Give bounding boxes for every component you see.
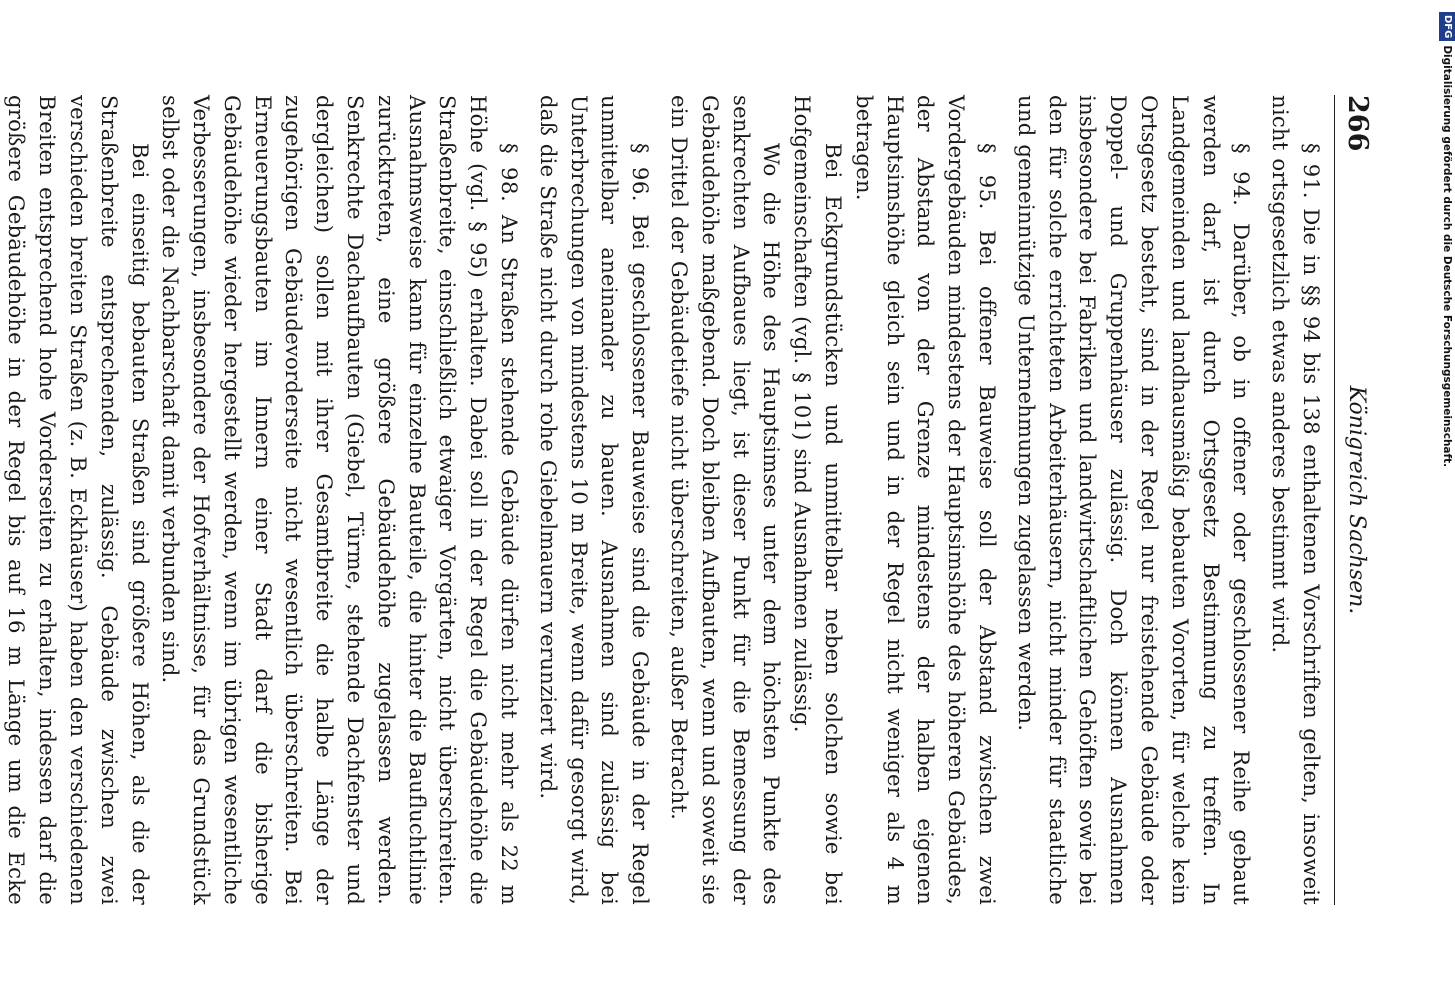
section-number: § 94. bbox=[1229, 143, 1255, 207]
paragraph-s98 bbox=[155, 95, 525, 905]
paragraph-s96 bbox=[532, 95, 655, 905]
section-number: § 95. bbox=[975, 143, 1001, 210]
section-number: § 96. bbox=[628, 143, 654, 203]
paragraph-text: Bei offener Bauweise soll der Abstand zwischen zwei Vordergebäuden mindestens der Hauptsimshöhe des höheren Gebäudes, der Abstand von der Grenze mindestens der halben eigenen Hauptsimshöhe gleich sein und in der Regel nicht weniger als 4 m betragen. bbox=[851, 95, 1001, 905]
paragraph-text: Bei einseitig bebauten Straßen sind größere Höhen, als die der Straßenbreite entsprechenden, zulässig. Gebäude zwischen zwei verschieden breiten Straßen (z. B. Eckhäuser) haben den verschiedenen Breiten entsprechend hohe Vorderseiten zu erhalten, indessen darf die größere Gebäudehöhe in der Regel bis auf 16 m Länge um die Ecke bbox=[4, 95, 153, 905]
paragraph-s91 bbox=[1264, 95, 1326, 905]
credit-text: Digitalisierung gefördert durch die Deutsche Forschungsgemeinschaft. bbox=[1441, 45, 1453, 468]
section-number: § 91. bbox=[1299, 143, 1324, 199]
paragraph-s95 bbox=[848, 95, 1002, 905]
page-number: 266 bbox=[1342, 95, 1373, 152]
section-number: § 98. bbox=[497, 143, 523, 203]
body-text bbox=[0, 95, 1326, 905]
paragraph-text: Die in §§ 94 bis 138 enthaltenen Vorschriften gelten, insoweit nicht ortsgesetzlich etwas anderes bestimmt wird. bbox=[1268, 95, 1324, 905]
paragraph-text: Bei Eckgrundstücken und unmittelbar neben solchen sowie bei Hofgemeinschaften (vgl. § 101) sind Ausnahmen zulässig. bbox=[790, 95, 847, 905]
dfg-logo-icon: DFG bbox=[1439, 12, 1455, 41]
paragraph-text: Bei geschlossener Bauweise sind die Gebäude in der Regel unmittelbar aneinander zu bauen. Ausnahmen sind zulässig bei Unterbrechungen von mindestens 10 m Breite, wenn dafür gesorgt wird, daß die Straße nicht durch rohe Giebelmauern verunziert wird. bbox=[535, 95, 654, 906]
running-head: Königreich Sachsen. bbox=[1344, 385, 1369, 615]
paragraph-s94 bbox=[1010, 95, 1256, 905]
paragraph-s95-corner-lots bbox=[786, 95, 848, 905]
paragraph-text: An Straßen stehende Gebäude dürfen nicht mehr als 22 m Höhe (vgl. § 95) erhalten. Dabei soll in der Regel die Gebäudehöhe die Straßenbreite, einschließlich etwaiger Vorgärten, nicht überschreiten. Ausnahmsweise kann für einzelne Bauteile, die hinter die Baufluchtlinie zurücktreten, eine größere Gebäudehöhe zugelassen werden. Senkrechte Dachaufbauten (Giebel, Türme, stehende Dachfenster und dergleichen) sollen mit ihrer Gesamtbreite die halbe Länge der zugehörigen Gebäudevorderseite nicht wesentlich überschreiten. Bei Erneuerungsbauten im Innern einer Stadt darf die bisherige Gebäudehöhe wieder hergestellt werden, wenn im übrigen wesentliche Verbesserungen, insbesondere der Hofverhältnisse, für das Grundstück selbst oder die Nachbarschaft damit verbunden sind. bbox=[158, 95, 523, 905]
page-header bbox=[1334, 95, 1375, 905]
paragraph-s98-one-sided bbox=[0, 95, 155, 905]
paragraph-text: Darüber, ob in offener oder geschlossener Reihe gebaut werden darf, ist durch Ortsgesetz Bestimmung zu treffen. In Landgemeinden und landhausmäßig bebauten Vororten, für welche kein Ortsgesetz besteht, sind in der Regel nur freistehende Gebäude oder Doppel- und Gruppenhäuser zulässig. Doch können Ausnahmen insbesondere bei Fabriken und landwirtschaftlichen Gehöften sowie bei den für solche errichteten Arbeiterhäusern, nicht minder für staatliche und gemeinnützige Unternehmungen zugelassen werden. bbox=[1013, 95, 1255, 906]
paragraph-s95-cornice bbox=[663, 95, 786, 905]
digitization-credit bbox=[1436, 12, 1455, 1002]
paragraph-text: Wo die Höhe des Hauptsimses unter dem höchsten Punkte des senkrechten Aufbaues liegt, ist dieser Punkt für die Bemessung der Gebäudehöhe maßgebend. Doch bleiben Aufbauten, wenn und soweit sie ein Drittel der Gebäudetiefe nicht überschreiten, außer Betracht. bbox=[667, 95, 785, 905]
document-page bbox=[4, 0, 1375, 1000]
